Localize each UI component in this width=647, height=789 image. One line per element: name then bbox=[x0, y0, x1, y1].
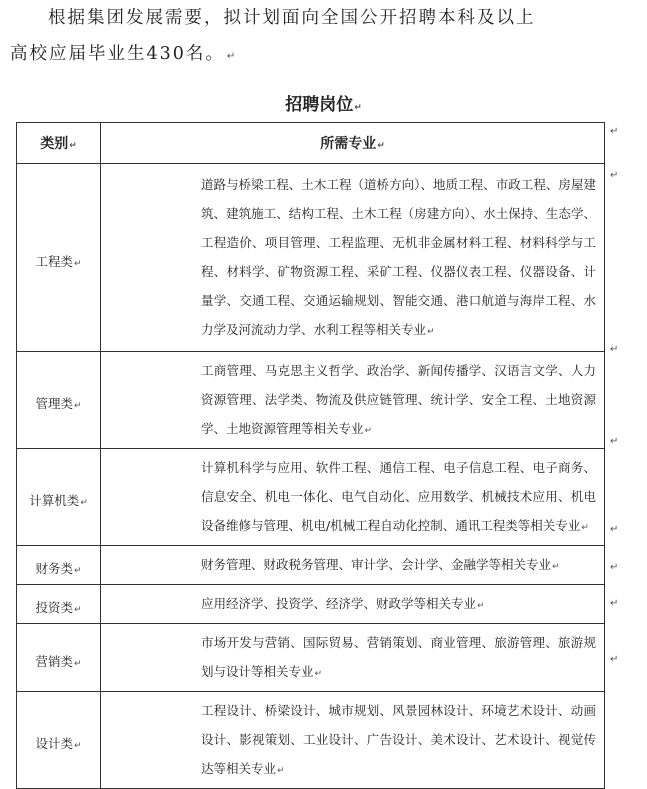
paragraph-mark-icon: ↵ bbox=[226, 51, 236, 62]
category-cell: 营销类↵ bbox=[17, 624, 101, 692]
end-of-row-mark-icon: ↵ bbox=[610, 598, 619, 609]
intro-line-2: 高校应届毕业生430名。 bbox=[10, 44, 225, 64]
category-cell: 财务类↵ bbox=[17, 546, 101, 585]
intro-paragraph bbox=[10, 0, 630, 75]
header-category: 类别↵ bbox=[17, 123, 101, 164]
majors-cell: 工程设计、桥梁设计、城市规划、风景园林设计、环境艺术设计、动画设计、影视策划、工业设计、广告设计、美术设计、艺术设计、视觉传达等相关专业↵ bbox=[101, 692, 605, 789]
table-row bbox=[17, 546, 605, 585]
end-of-row-mark-icon: ↵ bbox=[610, 524, 619, 535]
paragraph-mark-icon: ↵ bbox=[354, 103, 362, 113]
positions-table bbox=[16, 122, 605, 789]
category-cell: 计算机类↵ bbox=[17, 449, 101, 546]
majors-cell: 道路与桥梁工程、土木工程（道桥方向）、地质工程、市政工程、房屋建筑、建筑施工、结构工程、土木工程（房建方向）、水土保持、生态学、工程造价、项目管理、工程监理、无机非金属材料工程、材料科学与工程、材料学、矿物资源工程、采矿工程、仪器仪表工程、仪器设备、计量学、交通工程、交通运输规划、智能交通、港口航道与海岸工程、水力学及河流动力学、水利工程等相关专业↵ bbox=[101, 164, 605, 352]
table-row bbox=[17, 692, 605, 789]
majors-cell: 应用经济学、投资学、经济学、财政学等相关专业↵ bbox=[101, 585, 605, 624]
end-of-row-mark-icon: ↵ bbox=[610, 654, 619, 665]
category-cell: 投资类↵ bbox=[17, 585, 101, 624]
header-majors: 所需专业↵ bbox=[101, 123, 605, 164]
table-row bbox=[17, 624, 605, 692]
end-of-row-mark-icon: ↵ bbox=[610, 170, 619, 181]
table-row bbox=[17, 164, 605, 352]
table-row bbox=[17, 449, 605, 546]
majors-cell: 计算机科学与应用、软件工程、通信工程、电子信息工程、电子商务、信息安全、机电一体化、电气自动化、应用数学、机械技术应用、机电设备维修与管理、机电/机械工程自动化控制、通讯工程类等相关专业↵ bbox=[101, 449, 605, 546]
intro-line-1: 根据集团发展需要，拟计划面向全国公开招聘本科及以上 bbox=[48, 8, 536, 28]
table-row bbox=[17, 352, 605, 449]
end-of-row-mark-icon: ↵ bbox=[610, 562, 619, 573]
category-cell: 工程类↵ bbox=[17, 164, 101, 352]
end-of-row-mark-icon: ↵ bbox=[610, 344, 619, 355]
table-row bbox=[17, 585, 605, 624]
majors-cell: 工商管理、马克思主义哲学、政治学、新闻传播学、汉语言文学、人力资源管理、法学类、物流及供应链管理、统计学、安全工程、土地资源学、土地资源管理等相关专业↵ bbox=[101, 352, 605, 449]
majors-cell: 市场开发与营销、国际贸易、营销策划、商业管理、旅游管理、旅游规划与设计等相关专业↵ bbox=[101, 624, 605, 692]
table-title: 招聘岗位↵ bbox=[285, 95, 362, 115]
category-cell: 管理类↵ bbox=[17, 352, 101, 449]
end-of-row-mark-icon: ↵ bbox=[610, 126, 619, 137]
table-header-row bbox=[17, 123, 605, 164]
end-of-row-mark-icon: ↵ bbox=[610, 436, 619, 447]
category-cell: 设计类↵ bbox=[17, 692, 101, 789]
majors-cell: 财务管理、财政税务管理、审计学、会计学、金融学等相关专业↵ bbox=[101, 546, 605, 585]
